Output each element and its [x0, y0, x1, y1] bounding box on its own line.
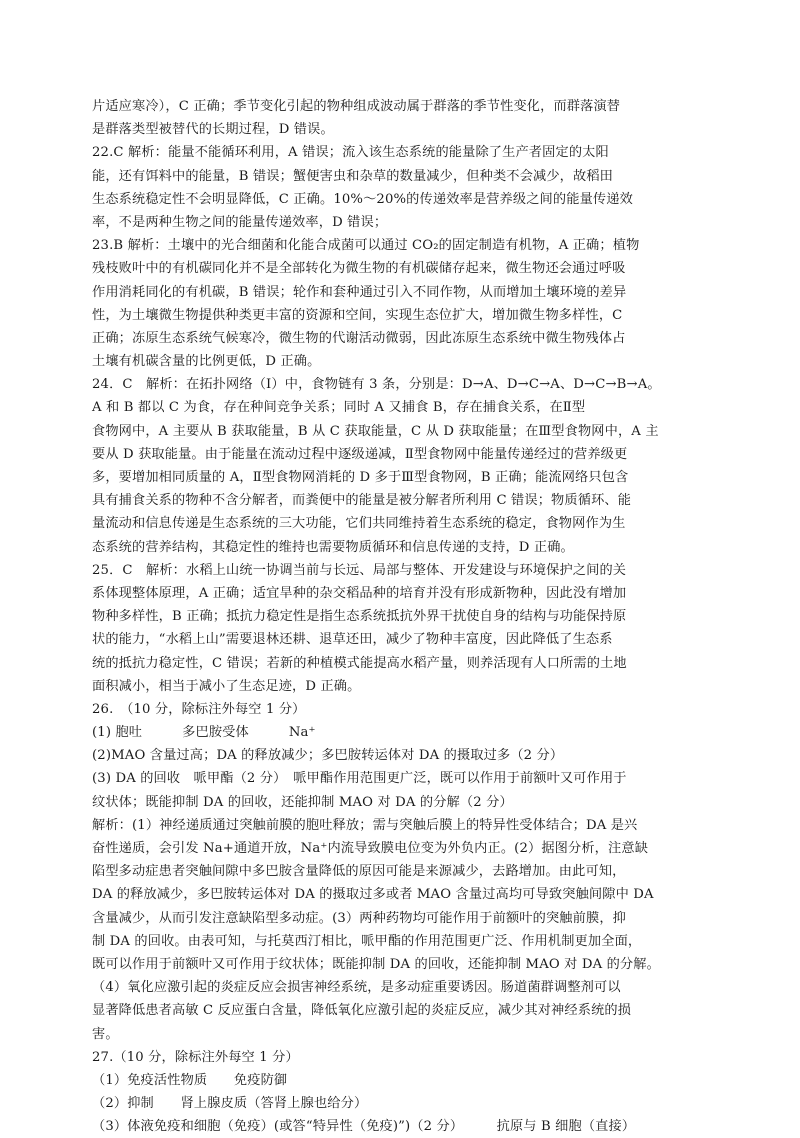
text-line: 解析：(1）神经递质通过突触前膜的胞吐释放；需与突触后膜上的特异性受体结合；DA 是兴 [92, 817, 638, 833]
text-line: 能，还有饵料中的能量，B 错误；蟹便害虫和杂草的数量减少，但种类不会减少，故稻田 [92, 168, 614, 184]
text-line: 具有捕食关系的物种不含分解者，而粪便中的能量是被分解者所利用 C 错误；物质循环、能 [92, 493, 632, 509]
text-line: 面积减小，相当于减小了生态足迹，D 正确。 [92, 678, 361, 694]
text-line: 制 DA 的回收。由表可知，与托莫西汀相比，哌甲酯的作用范围更广泛、作用机制更加全面， [92, 933, 642, 949]
text-line: 26. （10 分，除标注外每空 1 分） [92, 701, 306, 717]
text-line: 生态系统稳定性不会明显降低，C 正确。10%～20%的传递效率是营养级之间的能量传递效 [92, 191, 633, 207]
text-line: 残枝败叶中的有机碳同化并不是全部转化为微生物的有机碳储存起来，微生物还会通过呼吸 [92, 261, 626, 277]
text-line: （1）免疫活性物质 免疫防御 [92, 1072, 288, 1088]
text-line: 系体现整体原理，A 正确；适宜旱种的杂交稻品种的培育并没有形成新物种，因此没有增加 [92, 585, 627, 601]
text-line: 态系统的营养结构，其稳定性的维持也需要物质循环和信息传递的支持，D 正确。 [92, 539, 574, 555]
text-line: (2)MAO 含量过高；DA 的释放减少；多巴胺转运体对 DA 的摄取过多（2 分） [92, 748, 564, 764]
text-line: 25．C 解析：水稻上山统一协调当前与长远、局部与整体、开发建设与环境保护之间的关 [92, 562, 627, 578]
text-line: (3) DA 的回收 哌甲酯（2 分） 哌甲酯作用范围更广泛，既可以作用于前额叶又可作用于 [92, 771, 627, 787]
text-line: （4）氧化应激引起的炎症反应会损害神经系统，是多动症重要诱因。肠道菌群调整剂可以 [92, 980, 621, 996]
text-line: 性，为土壤微生物提供种类更丰富的资源和空间，实现生态位扩大，增加微生物多样性，C [92, 307, 623, 323]
text-line: (1) 胞吐 多巴胺受体 Na⁺ [92, 725, 316, 741]
text-line: 纹状体；既能抑制 DA 的回收，还能抑制 MAO 对 DA 的分解（2 分） [92, 794, 513, 810]
text-line: 片适应寒冷），C 正确；季节变化引起的物种组成波动属于群落的季节性变化，而群落演替 [92, 99, 621, 114]
text-line: 23.B 解析：土壤中的光合细菌和化能合成菌可以通过 CO₂的固定制造有机物，A 正确；植物 [92, 238, 640, 254]
text-line: 既可以作用于前额叶又可作用于纹状体；既能抑制 DA 的回收，还能抑制 MAO 对 DA 的分解。 [92, 956, 660, 972]
text-line: 24．C 解析：在拓扑网络（Ⅰ）中，食物链有 3 条，分别是：D→A、D→C→A、D→C→B→A。 [92, 377, 661, 393]
text-line: 物种多样性，B 正确；抵抗力稳定性是指生态系统抵抗外界干扰使自身的结构与功能保持原 [92, 609, 627, 625]
text-line: 含量减少，从而引发注意缺陷型多动症。(3）两种药物均可能作用于前额叶的突触前膜，抑 [92, 910, 626, 926]
text-line: 显著降低患者高敏 C 反应蛋白含量，降低氧化应激引起的炎症反应，减少其对神经系统的损 [92, 1003, 632, 1019]
text-line: 食物网中，A 主要从 B 获取能量，B 从 C 获取能量，C 从 D 获取能量；在Ⅲ型食物网中，A 主 [92, 423, 659, 439]
text-line: 是群落类型被替代的长期过程，D 错误。 [92, 122, 334, 138]
text-line: 奋性递质，会引发 Na+通道开放，Na⁺内流导致膜电位变为外负内正。(2）据图分析，注意缺 [92, 841, 649, 856]
text-line: 作用消耗同化的有机碳，B 错误；轮作和套种通过引入不同作物，从而增加土壤环境的差异 [92, 284, 627, 300]
text-line: 率，不是两种生物之间的能量传递效率，D 错误； [92, 214, 388, 230]
text-line: DA 的释放减少，多巴胺转运体对 DA 的摄取过多或者 MAO 含量过高均可导致突触间隙中 DA [92, 887, 654, 903]
text-line: 要从 D 获取能量。由于能量在流动过程中逐级递减，Ⅱ型食物网中能量传递经过的营养级更 [92, 446, 628, 462]
text-line: （3）体液免疫和细胞（免疫）(或答“特异性（免疫)”)（2 分） 抗原与 B 细胞（直接） [92, 1119, 636, 1135]
text-line: 27.（10 分，除标注外每空 1 分） [92, 1049, 299, 1065]
text-line: 陷型多动症患者突触间隙中多巴胺含量降低的原因可能是来源减少，去路增加。由此可知， [92, 864, 626, 880]
text-line: 22.C 解析：能量不能循环利用，A 错误；流入该生态系统的能量除了生产者固定的太阳 [92, 145, 609, 161]
text-line: 量流动和信息传递是生态系统的三大功能，它们共同维持着生态系统的稳定，食物网作为生 [92, 516, 626, 532]
text-line: 正确；冻原生态系统气候寒冷，微生物的代谢活动微弱，因此冻原生态系统中微生物残体占 [92, 330, 626, 346]
text-line: 害。 [92, 1026, 119, 1042]
text-line: 多，要增加相同质量的 A，Ⅱ型食物网消耗的 D 多于Ⅲ型食物网，B 正确；能流网络只包含 [92, 470, 629, 485]
text-line: （2）抑制 肾上腺皮质（答肾上腺也给分） [92, 1096, 368, 1112]
text-line: 土壤有机碳含量的比例更低，D 正确。 [92, 354, 321, 370]
text-line: A 和 B 都以 C 为食，存在种间竞争关系；同时 A 又捕食 B，存在捕食关系，在Ⅱ型 [92, 400, 586, 416]
text-line: 统的抵抗力稳定性，C 错误；若新的种植模式能提高水稻产量，则养活现有人口所需的土地 [92, 655, 627, 671]
text-line: 状的能力，“水稻上山”需要退林还耕、退草还田，减少了物种丰富度，因此降低了生态系 [92, 632, 613, 648]
